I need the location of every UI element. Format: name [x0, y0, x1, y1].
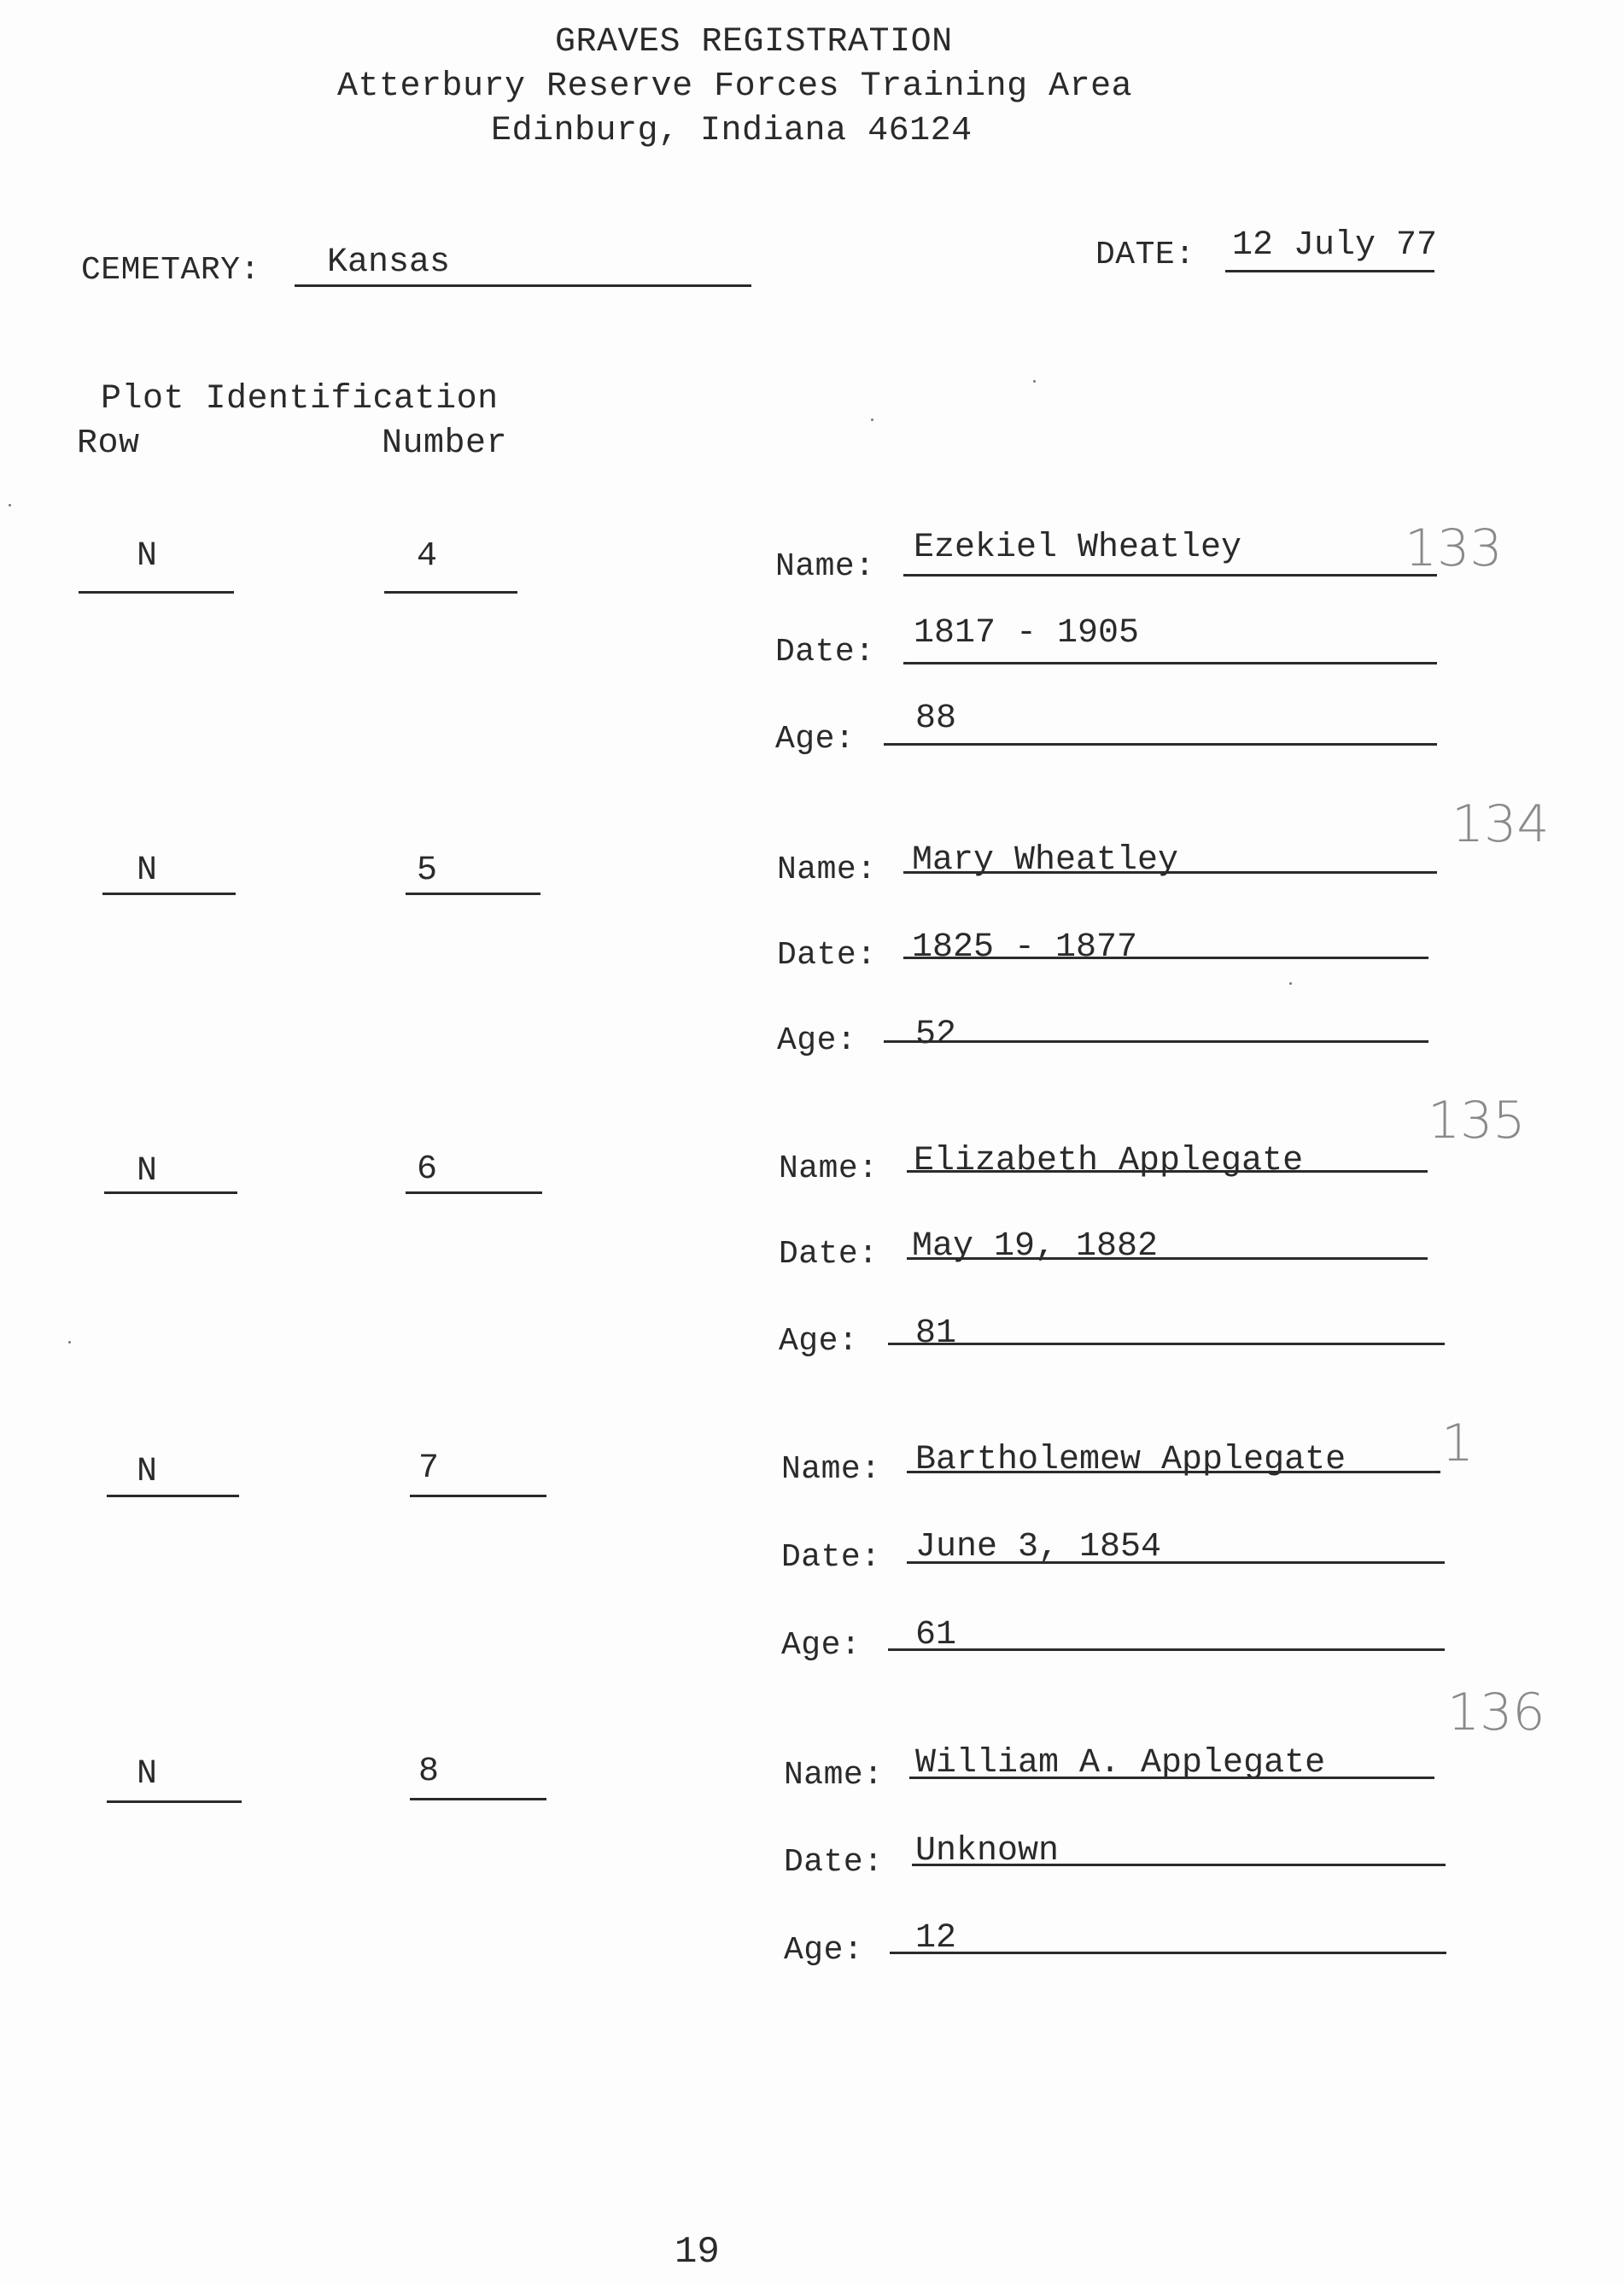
date-field-value: June 3, 1854 [915, 1528, 1162, 1566]
row-value: N [137, 1453, 158, 1491]
row-value: N [137, 1152, 158, 1191]
row-underline [107, 1800, 242, 1803]
number-value: 6 [417, 1150, 438, 1189]
cemetery-label: CEMETARY: [81, 252, 260, 289]
number-value: 5 [417, 852, 438, 890]
age-value: 61 [915, 1616, 957, 1654]
age-underline [884, 743, 1437, 746]
name-value: William A. Applegate [915, 1744, 1326, 1782]
age-value: 88 [915, 700, 957, 738]
date-field-label: Date: [775, 634, 875, 670]
name-value: Mary Wheatley [912, 841, 1179, 880]
name-underline [907, 1471, 1440, 1473]
number-value: 7 [418, 1449, 440, 1488]
age-underline [890, 1952, 1446, 1954]
date-field-value: Unknown [915, 1832, 1060, 1870]
plot-identification-title: Plot Identification [101, 380, 499, 419]
date-field-label: Date: [777, 937, 877, 974]
header-organization: Atterbury Reserve Forces Training Area [337, 67, 1133, 106]
date-field-label: Date: [779, 1236, 879, 1273]
scan-speck [9, 504, 11, 506]
date-underline [1225, 270, 1434, 272]
scan-speck [871, 419, 873, 421]
number-underline [406, 893, 540, 895]
name-value: Ezekiel Wheatley [914, 529, 1242, 567]
cemetery-value: Kansas [327, 243, 451, 282]
number-underline [410, 1798, 546, 1800]
date-field-value: 1825 - 1877 [912, 928, 1138, 967]
date-field-label: Date: [781, 1539, 881, 1576]
handwritten-note: 1 [1441, 1414, 1475, 1473]
age-label: Age: [781, 1627, 862, 1664]
name-value: Elizabeth Applegate [914, 1142, 1304, 1180]
date-field-underline [912, 1864, 1446, 1866]
date-label: DATE: [1095, 237, 1195, 273]
age-value: 81 [915, 1314, 957, 1353]
name-value: Bartholemew Applegate [915, 1441, 1347, 1479]
date-field-value: May 19, 1882 [912, 1227, 1159, 1266]
name-underline [903, 574, 1437, 577]
name-label: Name: [781, 1451, 881, 1488]
name-label: Name: [784, 1757, 884, 1794]
age-underline [884, 1040, 1428, 1043]
age-label: Age: [775, 721, 856, 758]
number-underline [384, 591, 517, 594]
handwritten-note: 133 [1405, 518, 1503, 578]
number-value: 4 [417, 537, 438, 576]
number-underline [406, 1191, 542, 1194]
name-underline [907, 1170, 1428, 1173]
cemetery-underline [295, 284, 751, 287]
age-value: 52 [915, 1016, 957, 1054]
number-value: 8 [418, 1753, 440, 1791]
handwritten-note: 134 [1452, 794, 1550, 854]
age-value: 12 [915, 1919, 957, 1958]
date-field-underline [907, 1561, 1445, 1564]
age-label: Age: [777, 1022, 857, 1059]
header-title: GRAVES REGISTRATION [555, 23, 953, 61]
row-underline [107, 1495, 239, 1497]
row-underline [79, 591, 234, 594]
name-underline [909, 1777, 1434, 1779]
number-column-header: Number [382, 424, 508, 463]
date-field-underline [903, 662, 1437, 664]
scan-speck [68, 1341, 71, 1343]
age-label: Age: [779, 1323, 859, 1360]
row-value: N [137, 537, 158, 576]
date-field-label: Date: [784, 1844, 884, 1881]
row-underline [104, 1191, 237, 1194]
name-label: Name: [775, 548, 875, 585]
page-number: 19 [675, 2231, 720, 2274]
date-value: 12 July 77 [1232, 226, 1438, 265]
age-underline [888, 1343, 1445, 1345]
date-field-underline [907, 1257, 1428, 1260]
header-location: Edinburg, Indiana 46124 [491, 112, 973, 150]
scan-speck [1033, 380, 1036, 383]
handwritten-note: 135 [1428, 1091, 1526, 1150]
name-label: Name: [779, 1150, 879, 1187]
age-label: Age: [784, 1932, 864, 1969]
age-underline [888, 1648, 1445, 1651]
handwritten-note: 136 [1447, 1683, 1545, 1742]
row-value: N [137, 852, 158, 890]
row-value: N [137, 1755, 158, 1794]
date-field-value: 1817 - 1905 [914, 614, 1140, 653]
name-label: Name: [777, 852, 877, 888]
date-field-underline [903, 957, 1428, 959]
row-underline [102, 893, 236, 895]
name-underline [903, 871, 1437, 874]
number-underline [410, 1495, 546, 1497]
row-column-header: Row [77, 424, 140, 463]
scan-speck [1289, 982, 1292, 985]
